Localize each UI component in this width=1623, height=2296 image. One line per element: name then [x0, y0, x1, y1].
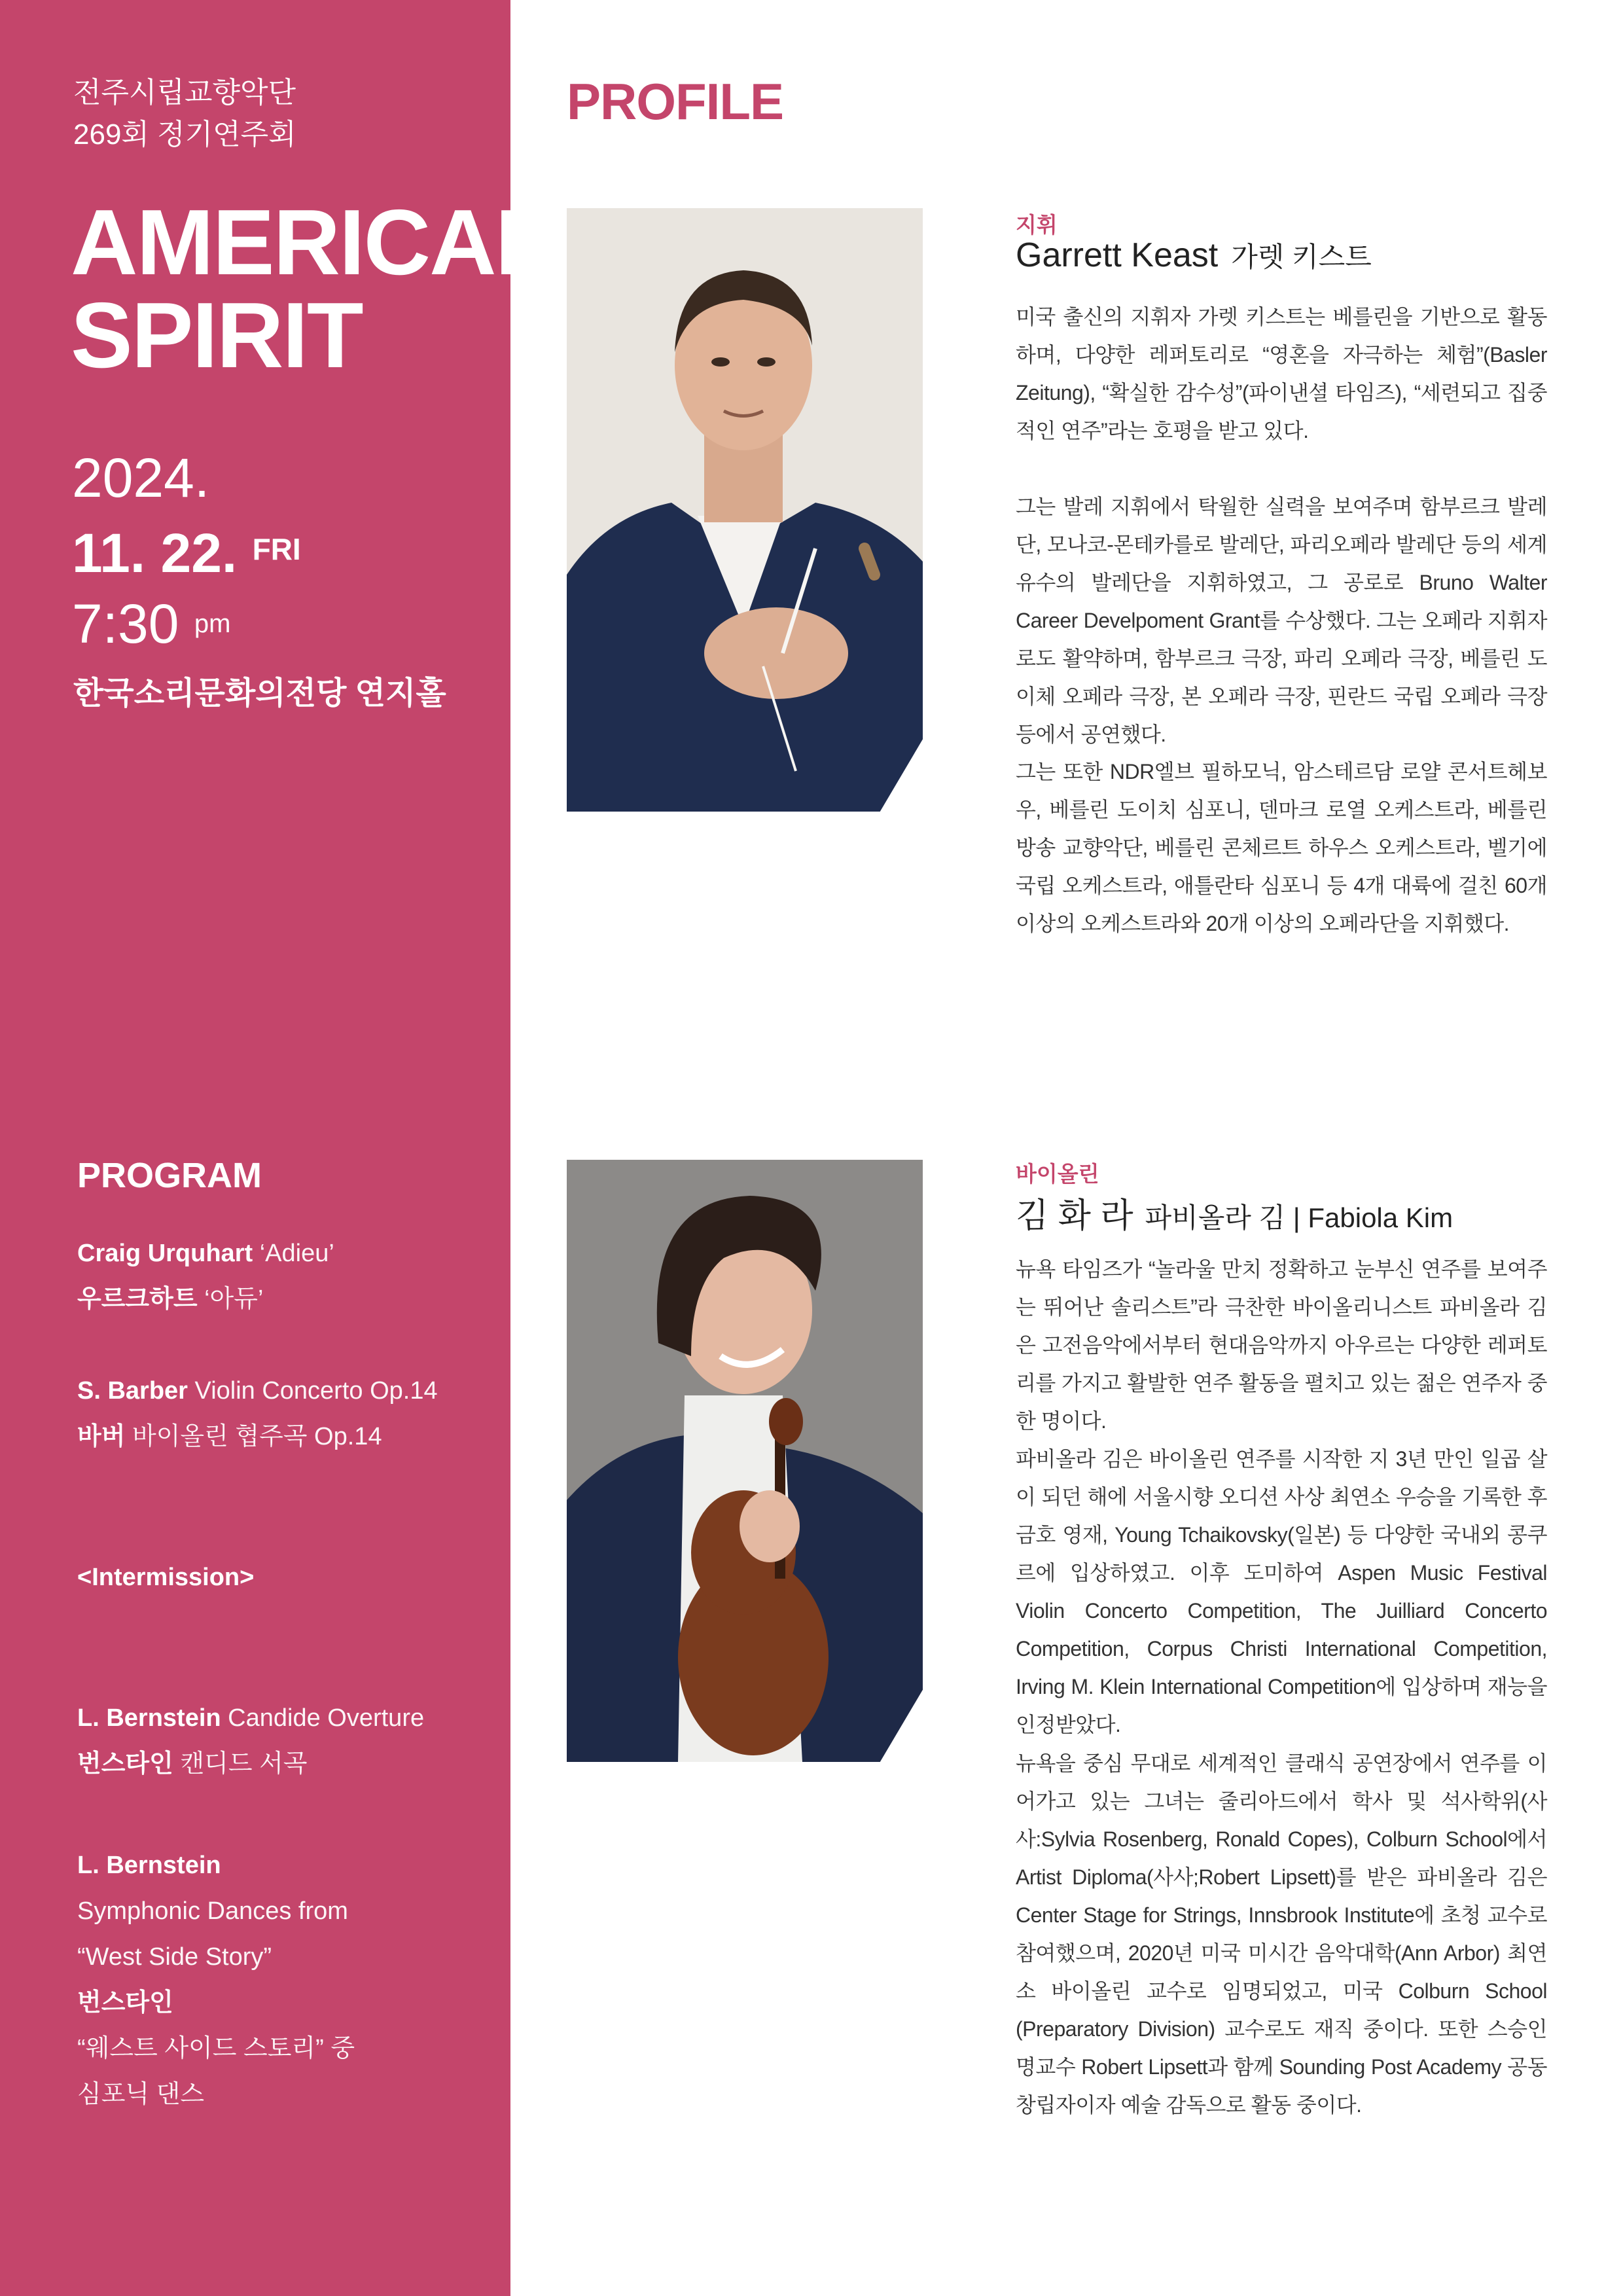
composer-en: S. Barber	[77, 1377, 188, 1405]
work-en: Candide Overture	[228, 1704, 425, 1732]
concert-title	[71, 190, 562, 387]
day-of-week: FRI	[252, 532, 301, 566]
intermission-label: <Intermission>	[77, 1564, 255, 1591]
name-kr-display: 김 화 라	[1016, 1197, 1133, 1235]
program-item	[77, 1702, 424, 1780]
composer-kr: 번스타인	[77, 1750, 173, 1778]
bio-paragraph: 뉴욕 타임즈가 “놀라울 만치 정확하고 눈부신 연주를 보여주는 뛰어난 솔리스트”라 극찬한 바이올리니스트 파비올라 김은 고전음악에서부터 현대음악까지 아우르는 다양한 레퍼토리를 가지고 활발한 연주 활동을 펼치고 있는 젊은 연주자 중 한 명이다.	[1016, 1257, 1547, 1433]
bio-paragraph: 미국 출신의 지휘자 가렛 키스트는 베를린을 기반으로 활동하며, 다양한 레퍼토리로 “영혼을 자극하는 체험”(Basler Zeitung), “확실한 감수성”(파이낸셜 타임즈), “세련되고 집중적인 연주”라는 호평을 받고 있다.	[1016, 305, 1547, 442]
concert-number: 269회 정기연주회	[73, 118, 296, 151]
program-item	[77, 1374, 438, 1453]
bio-paragraph: 파비올라 김은 바이올린 연주를 시작한 지 3년 만인 일곱 살이 되던 해에 서울시향 오디션 사상 최연소 우승을 기록한 후 금호 영재, Young Tchaikovsky(일본) 등 다양한 국내외 콩쿠르에 입상하였고. 이후 도미하여 Aspen Music Festival Violin Concerto Competition, The Juilliard Concerto Competition, Corpus Christi International Competition, Irving M. Klein International Competition에 입상하며 재능을 인정받았다.	[1016, 1447, 1547, 1736]
conductor-photo	[567, 208, 923, 812]
work-kr: 바이올린 협주곡 Op.14	[132, 1423, 382, 1450]
violinist-photo	[567, 1160, 923, 1762]
concert-year: 2024.	[72, 447, 210, 509]
work-kr-line-2: 심포닉 댄스	[77, 2081, 205, 2108]
composer-en: Craig Urquhart	[77, 1240, 253, 1267]
artist-name	[1016, 1188, 1453, 1237]
artist-name	[1016, 236, 1372, 275]
artist-role: 지휘	[1016, 213, 1058, 237]
bio-paragraph: 그는 또한 NDR엘브 필하모닉, 암스테르담 로얄 콘서트헤보우, 베를린 도이치 심포니, 덴마크 로열 오케스트라, 베를린 방송 교향악단, 베를린 콘체르트 하우스 오케스트라, 벨기에 국립 오케스트라, 애틀란타 심포니 등 4개 대륙에 걸친 60개 이상의 오케스트라와 20개 이상의 오페라단을 지휘했다.	[1016, 760, 1547, 935]
concert-date	[72, 520, 301, 586]
title-line-2: SPIRIT	[71, 283, 363, 387]
time-value: 7:30	[72, 593, 179, 655]
program-item	[77, 1237, 334, 1316]
title-line-1: AMERICAN	[71, 190, 562, 295]
work-kr: 캔디드 서곡	[180, 1750, 308, 1778]
profile-heading: PROFILE	[567, 73, 784, 130]
bio-paragraph: 뉴욕을 중심 무대로 세계적인 클래식 공연장에서 연주를 이어가고 있는 그녀는 줄리아드에서 학사 및 석사학위(사사:Sylvia Rosenberg, Ronald Copes), Colburn School에서 Artist Diploma(사사;Robert Lipsett)를 받은 파비올라 김은 Center Stage for Strings, Innsbrook Institute에 초청 교수로 참여했으며, 2020년 미국 미시간 음악대학(Ann Arbor) 최연소 바이올린 교수로 임명되었고, 미국 Colburn School (Preparatory Division) 교수로도 재직 중이다. 또한 스승인 명교수 Robert Lipsett과 함께 Sounding Post Academy 공동 창립자이자 예술 감독으로 활동 중이다.	[1016, 1751, 1547, 2117]
work-en-line-1: Symphonic Dances from	[77, 1897, 348, 1925]
intermission	[77, 1561, 254, 1594]
time-suffix: pm	[194, 609, 231, 638]
name-en: Garrett Keast	[1016, 236, 1219, 274]
work-kr: ‘아듀’	[204, 1285, 264, 1313]
composer-en: L. Bernstein	[77, 1704, 221, 1732]
orchestra-name: 전주시립교향악단	[73, 77, 296, 109]
sidebar	[0, 0, 562, 2296]
program-heading: PROGRAM	[77, 1156, 262, 1195]
work-en: ‘Adieu’	[259, 1240, 334, 1267]
work-en: Violin Concerto Op.14	[194, 1377, 438, 1405]
date-value: 11. 22.	[72, 522, 238, 584]
work-en-line-2: “West Side Story”	[77, 1943, 272, 1971]
bio-paragraph: 그는 발레 지휘에서 탁월한 실력을 보여주며 함부르크 발레단, 모나코-몬테카를로 발레단, 파리오페라 발레단 등의 세계 유수의 발레단을 지휘하였고, 그 공로로 Bruno Walter Career Develpoment Grant를 수상했다. 그는 오페라 지휘자로도 활약하며, 함부르크 극장, 파리 오페라 극장, 베를린 도이체 오페라 극장, 본 오페라 극장, 핀란드 국립 오페라 극장 등에서 공연했다.	[1016, 495, 1547, 746]
name-kr: 가렛 키스트	[1231, 242, 1372, 272]
orchestra-info	[73, 72, 296, 156]
composer-kr: 바버	[77, 1423, 126, 1450]
program-item	[77, 1842, 355, 2117]
composer-kr: 우르크하트	[77, 1285, 198, 1313]
artist-role: 바이올린	[1016, 1162, 1099, 1186]
concert-time	[72, 591, 230, 656]
name-sub: 파비올라 김 | Fabiola Kim	[1145, 1202, 1454, 1233]
venue: 한국소리문화의전당 연지홀	[73, 676, 446, 711]
work-kr-line-1: “웨스트 사이드 스토리” 중	[77, 2035, 355, 2062]
composer-kr: 번스타인	[77, 1989, 173, 2017]
composer-en: L. Bernstein	[77, 1852, 221, 1879]
